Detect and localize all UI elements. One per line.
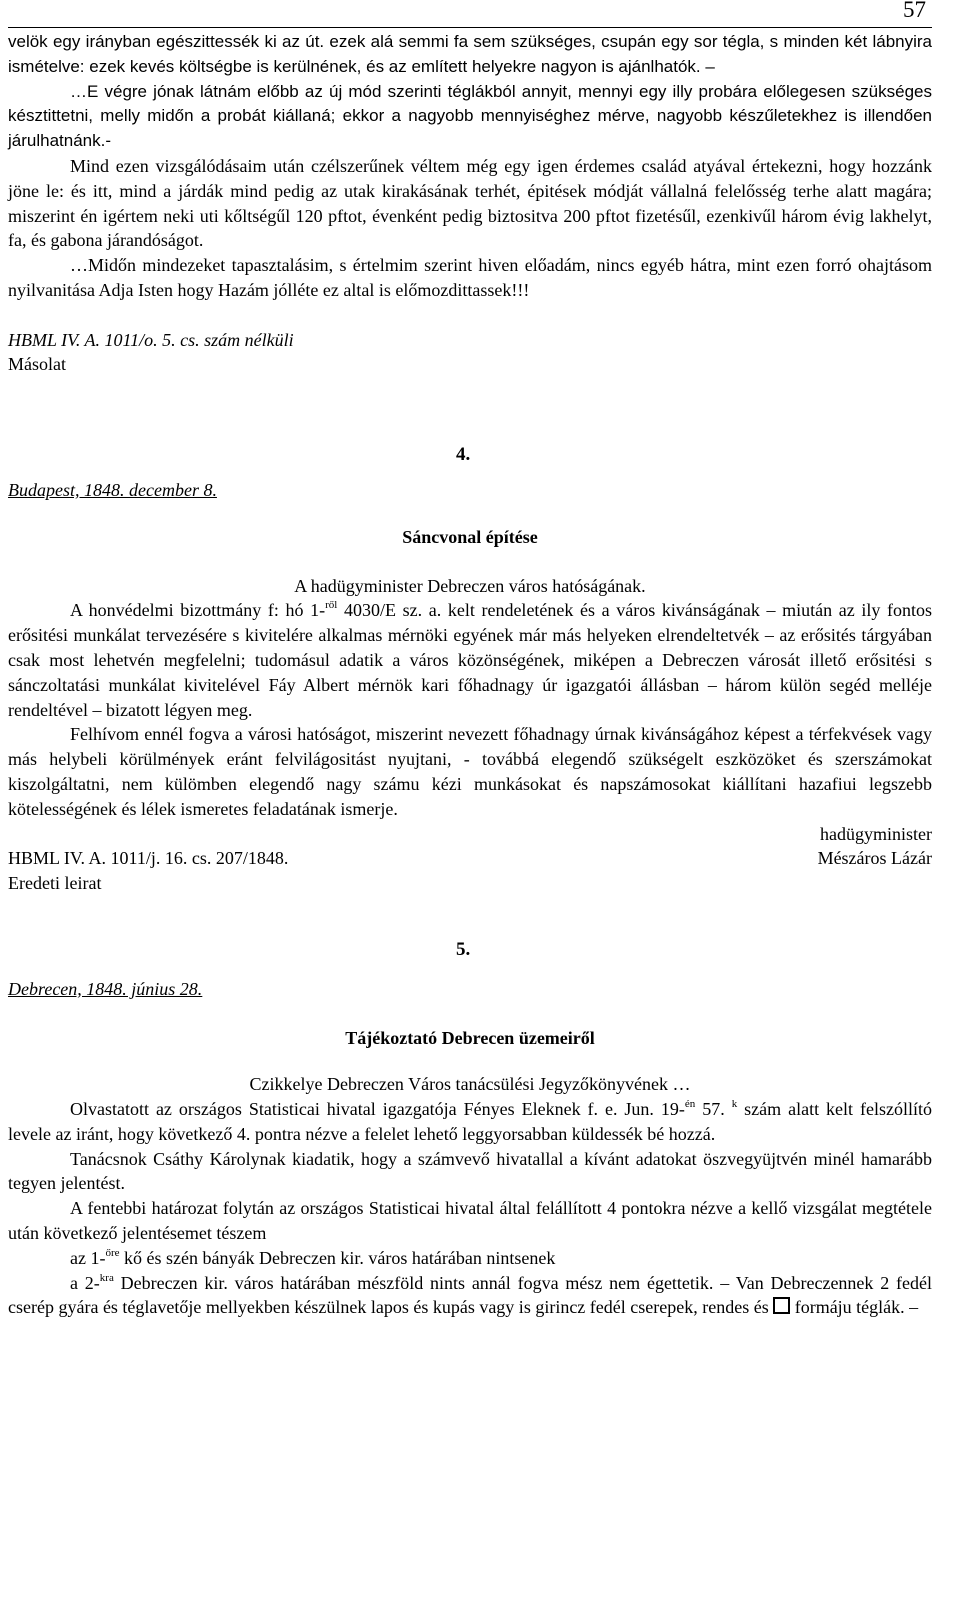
- paragraph: …E végre jónak látnám előbb az új mód szerinti téglákból annyit, mennyi egy illy probára előlegesen szükséges késztittetni, melly midőn a probát kiállaná; ekkor a nagyobb mennyiséghez mérve, nagyobb készűletekhez is illendően járulhatnánk.-: [8, 81, 932, 151]
- signature-title: hadügyminister: [820, 823, 932, 844]
- paragraph: A fentebbi határozat folytán az országos Statisticai hivatal által felállított 4 pontokra nézve a kellő vizsgálat megtétele után következő jelentésemet tészem: [8, 1198, 932, 1244]
- page-number: 57: [903, 0, 926, 22]
- signature-name: Mészáros Lázár: [817, 848, 932, 869]
- paragraph: velök egy irányban egészittessék ki az út. ezek alá semmi fa sem szükséges, csupán egy sor tégla, s minden két lábnyira ismételve: ezek kevés költségbe is kerülnének, és az említett helyekre nagyon is ajánlhatók. –: [8, 32, 932, 76]
- list-item: az 1-$^{őre}$ kő és szén bányák Debreczen kir. város határában nintsenek: [70, 1246, 556, 1268]
- document-title: Tájékoztató Debrecen üzemeiről: [345, 1027, 595, 1048]
- list-item: a 2-$^{kra}$ Debreczen kir. város határában mészföld nints annál fogva mész nem égettetik. – Van Debreczennek 2 fedél cserép gyára és téglavetője mellyekben készülnek lapos és kupás vagy is girincz fedél cserepek, rendes és formáju téglák. –: [8, 1271, 933, 1318]
- paragraph: Mind ezen vizsgálódásaim után czélszerűnek véltem még egy igen érdemes család atyával értekezni, hogy hozzánk jöne le: és itt, mind a járdák mind pedig az utak kirakásának terhét, épitések módját vállalná felelősség terhe alatt magára; miszerint én igértem neki uti kőltségűl 120 pftot, évenként pedig biztositva 200 pftot fizetésűl, ezenkivűl három évig lakhelyt, fa, és gabona járandóságot.: [8, 155, 932, 251]
- document-title: Sáncvonal építése: [402, 526, 538, 547]
- document-number-row: [8, 443, 932, 468]
- document-date: Debrecen, 1848. június 28.: [8, 978, 203, 999]
- paragraph: Felhívom ennél fogva a városi hatóságot, miszerint nevezett főhadnagy úrnak kivánságához képest a térfekvések vagy más helybeli körülmények eránt felvilágositást nyujtani, - továbbá elegendő szükségelt eszközöket és szerszámokat kiszolgáltatni, nem külömben elegendő nagy számu kézi munkásokat és napszámosokat kiállítani hazafiui legszebb kötelességének és lélek ismeretes feladatának ismerje.: [8, 724, 932, 819]
- header-rule: [8, 27, 932, 28]
- paragraph: Olvastatott az országos Statisticai hivatal igazgatója Fényes Eleknek f. e. Jun. 19-$^{én}$ 57. $^k$ szám alatt kelt felszóllító levele az iránt, hogy következő 4. pontra nézve a felelet lehető leggyorsabban küldessék bé hozzá.: [8, 1098, 932, 1144]
- source-reference: HBML IV. A. 1011/j. 16. cs. 207/1848.: [8, 848, 289, 869]
- source-type: Másolat: [8, 354, 66, 375]
- source-reference: HBML IV. A. 1011/o. 5. cs. szám nélküli: [8, 329, 294, 350]
- document-date: Budapest, 1848. december 8.: [8, 479, 217, 500]
- paragraph: Tanácsnok Csáthy Károlynak kiadatik, hogy a számvevő hivatallal a kívánt adatokat öszvegyüjtvén minél hamarább tegyen jelentést.: [8, 1148, 932, 1194]
- document-number-row: [8, 938, 932, 963]
- addressee: A hadügyminister Debreczen város hatóságának.: [294, 575, 646, 596]
- document-body: [8, 30, 932, 1320]
- document-subtitle: Czikkelye Debreczen Város tanácsülési Jegyzőkönyvének …: [249, 1074, 691, 1095]
- paragraph: …Midőn mindezeket tapasztalásim, s értelmim szerint hiven előadám, nincs egyéb hátra, mint ezen forró ohajtásom nyilvanitása Adja Isten hogy Hazám jólléte ez altal is előmozdittassek!!!: [8, 255, 932, 300]
- source-type: Eredeti leirat: [8, 873, 102, 894]
- paragraph: A honvédelmi bizottmány f: hó 1-$^{ről}$ 4030/E sz. a. kelt rendeletének és a város kivánságának – miután az ily fontos erősitési munkálat tervezésére s kivitelére alkalmas mérnöki egyének már más helyeken elrendeltetvék – az erősités tárgyában csak most lehetvén megfelelni; tudomásul adatik a város közönségének, miképen a Debreczen városát illető erősitési s sánczoltatási munkálat kivitelével Fáy Albert mérnök kari főhadnagy úr igazgatói állásban – három külön segéd melléje rendeltével – bizatott légyen meg.: [8, 599, 932, 720]
- document-number: 4.: [456, 444, 471, 466]
- square-symbol-icon: [773, 1297, 790, 1314]
- document-number: 5.: [456, 938, 471, 960]
